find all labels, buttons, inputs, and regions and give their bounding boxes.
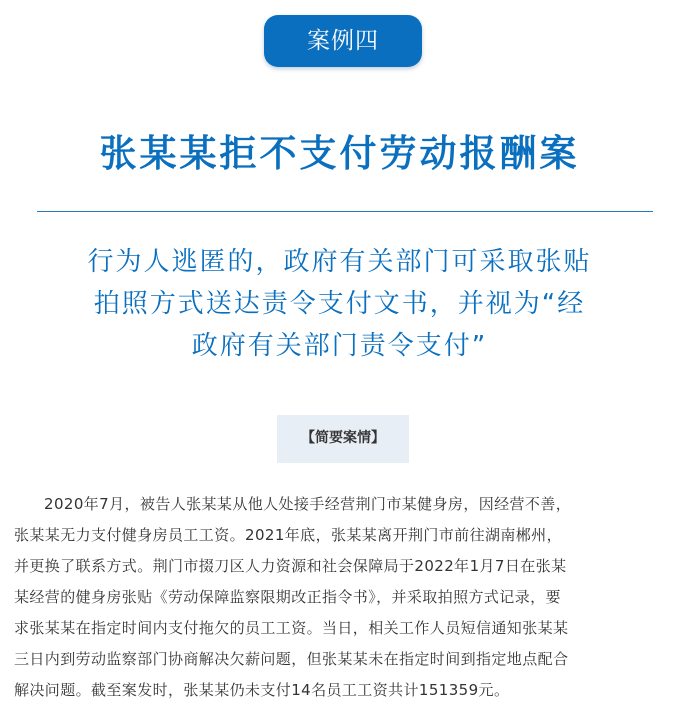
body-line: 三日内到劳动监察部门协商解决欠薪问题，但张某某未在指定时间到指定地点配合 xyxy=(14,650,569,668)
subtitle-line: 行为人逃匿的，政府有关部门可采取张贴 xyxy=(87,247,592,277)
case-body-paragraph xyxy=(14,489,670,706)
body-line: 某经营的健身房张贴《劳动保障监察限期改正指令书》，并采取拍照方式记录，要 xyxy=(14,588,561,606)
case-title: 张某某拒不支付劳动报酬案 xyxy=(99,132,580,175)
body-line: 张某某无力支付健身房员工工资。2021年底，张某某离开荆门市前往湖南郴州， xyxy=(14,526,562,544)
case-subtitle xyxy=(22,241,657,367)
body-line: 2020年7月，被告人张某某从他人处接手经营荆门市某健身房，因经营不善， xyxy=(44,495,572,513)
body-line: 求张某某在指定时间内支付拖欠的员工工资。当日，相关工作人员短信通知张某某 xyxy=(14,619,569,637)
subtitle-line: 政府有关部门责令支付” xyxy=(191,331,488,361)
body-line: 解决问题。截至案发时，张某某仍未支付14名员工工资共计151359元。 xyxy=(14,681,510,699)
subtitle-line: 拍照方式送达责令支付文书，并视为“经 xyxy=(93,289,586,319)
title-divider xyxy=(37,211,653,212)
case-number-badge: 案例四 xyxy=(264,15,422,67)
body-line: 并更换了联系方式。荆门市掇刀区人力资源和社会保障局于2022年1月7日在张某 xyxy=(14,557,567,575)
section-label-brief-facts: 【简要案情】 xyxy=(277,415,409,463)
